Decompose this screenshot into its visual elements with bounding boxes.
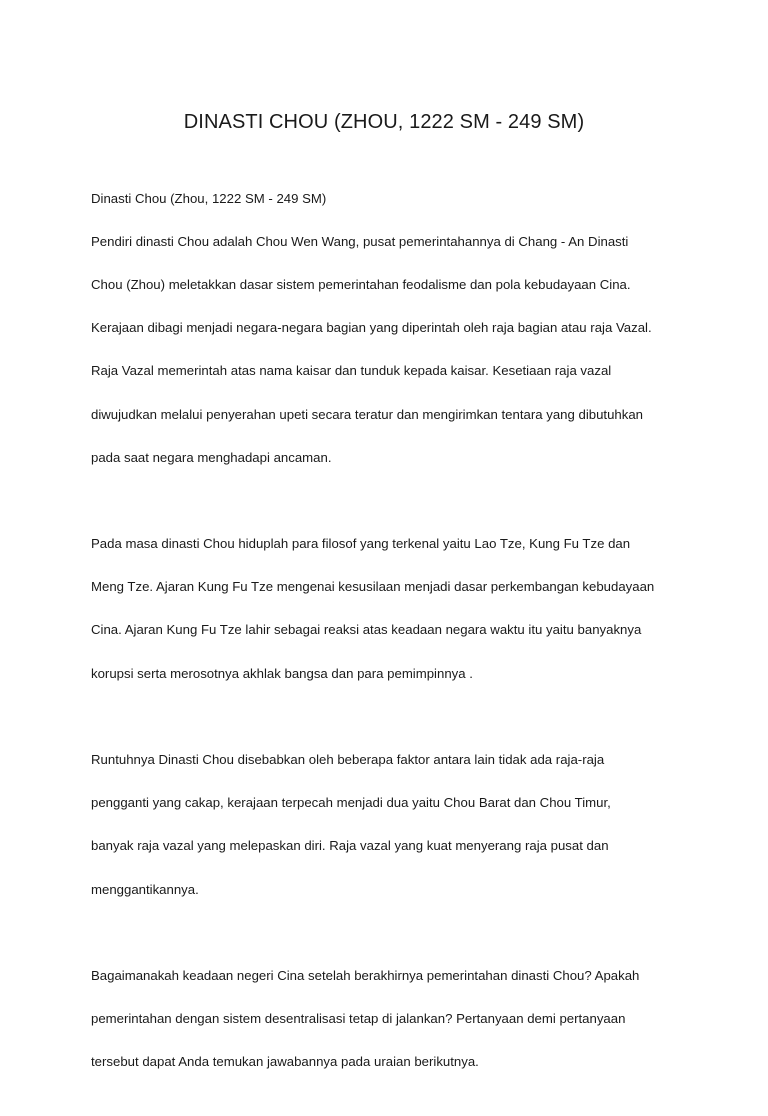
- paragraph-line: Raja Vazal memerintah atas nama kaisar dan tunduk kepada kaisar. Kesetiaan raja vazal: [91, 363, 612, 379]
- paragraph-line: Cina. Ajaran Kung Fu Tze lahir sebagai reaksi atas keadaan negara waktu itu yaitu banyaknya: [91, 622, 642, 638]
- paragraph-line: banyak raja vazal yang melepaskan diri. Raja vazal yang kuat menyerang raja pusat dan: [91, 838, 609, 854]
- paragraph-line: pengganti yang cakap, kerajaan terpecah menjadi dua yaitu Chou Barat dan Chou Timur,: [91, 795, 611, 811]
- paragraph-line: pemerintahan dengan sistem desentralisasi tetap di jalankan? Pertanyaan demi pertanyaan: [91, 1011, 626, 1027]
- paragraph-1: [91, 166, 683, 490]
- paragraph-line: Bagaimanakah keadaan negeri Cina setelah berakhirnya pemerintahan dinasti Chou? Apakah: [91, 967, 640, 983]
- paragraph-2: [91, 512, 683, 706]
- paragraph-3: [91, 727, 683, 921]
- paragraph-line: Chou (Zhou) meletakkan dasar sistem pemerintahan feodalisme dan pola kebudayaan Cina.: [91, 276, 631, 292]
- paragraph-line: diwujudkan melalui penyerahan upeti secara teratur dan mengirimkan tentara yang dibutuhkan: [91, 406, 644, 422]
- paragraph-line: Meng Tze. Ajaran Kung Fu Tze mengenai kesusilaan menjadi dasar perkembangan kebudayaan: [91, 579, 655, 595]
- paragraph-line: Kerajaan dibagi menjadi negara-negara bagian yang diperintah oleh raja bagian atau raja Vazal.: [91, 320, 652, 336]
- paragraph-line: menggantikannya.: [91, 881, 199, 897]
- paragraph-line: pada saat negara menghadapi ancaman.: [91, 449, 332, 465]
- paragraph-4: [91, 943, 683, 1094]
- paragraph-line: korupsi serta merosotnya akhlak bangsa dan para pemimpinnya .: [91, 665, 473, 681]
- paragraph-line: Pada masa dinasti Chou hiduplah para filosof yang terkenal yaitu Lao Tze, Kung Fu Tze dan: [91, 536, 631, 552]
- paragraph-line: Pendiri dinasti Chou adalah Chou Wen Wang, pusat pemerintahannya di Chang - An Dinasti: [91, 233, 629, 249]
- document-body: [91, 166, 683, 1116]
- paragraph-line: tersebut dapat Anda temukan jawabannya pada uraian berikutnya.: [91, 1054, 479, 1070]
- document-title: DINASTI CHOU (ZHOU, 1222 SM - 249 SM): [183, 111, 585, 133]
- paragraph-line: Dinasti Chou (Zhou, 1222 SM - 249 SM): [91, 190, 327, 206]
- paragraph-line: Runtuhnya Dinasti Chou disebabkan oleh beberapa faktor antara lain tidak ada raja-raja: [91, 752, 605, 768]
